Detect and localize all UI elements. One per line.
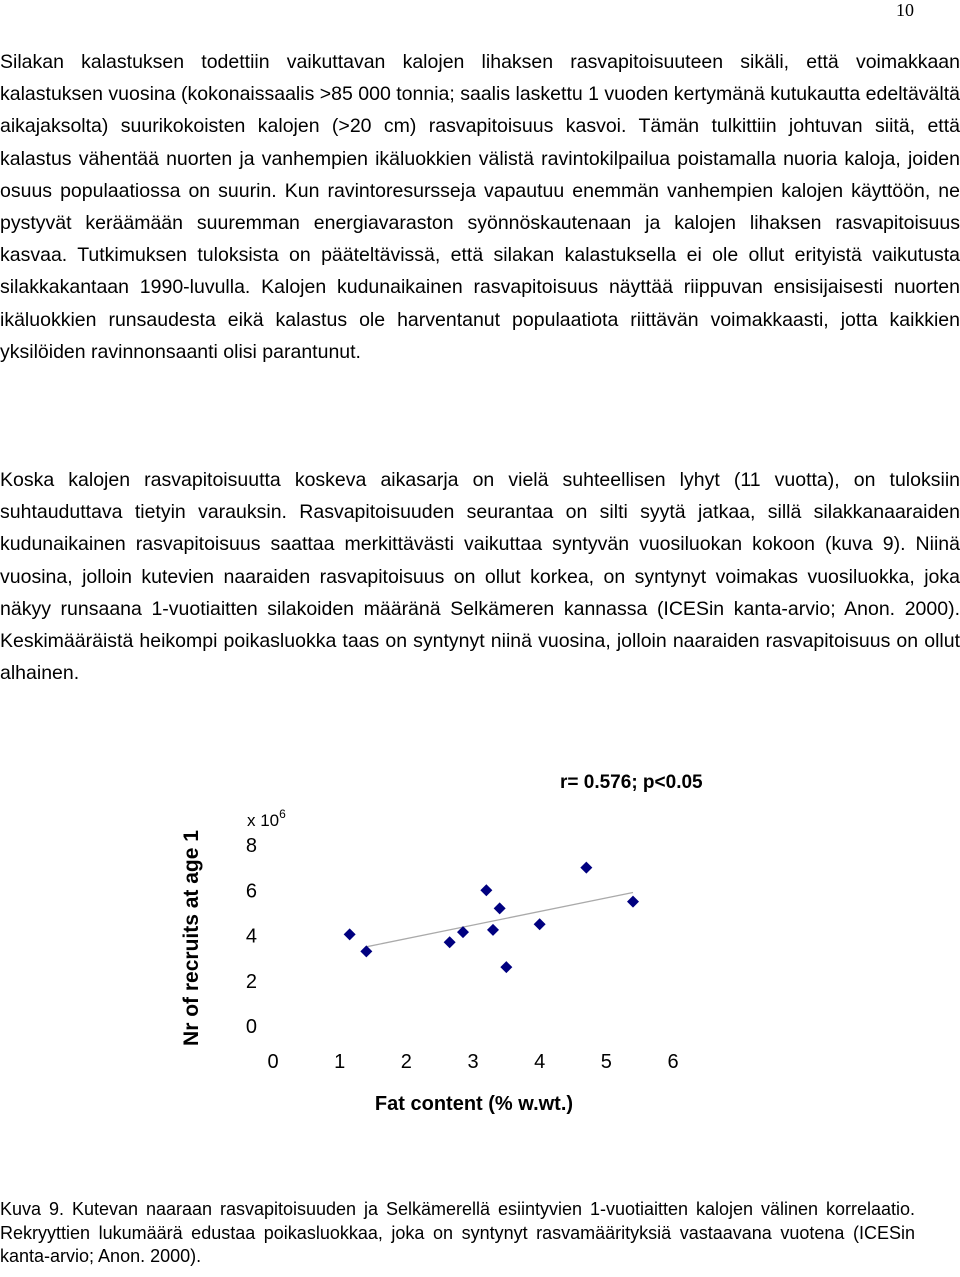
- data-point: [487, 924, 499, 936]
- x-tick-label: 6: [667, 1051, 679, 1073]
- data-point: [500, 961, 512, 973]
- data-point: [627, 896, 639, 908]
- data-points: [344, 862, 639, 974]
- data-point: [360, 945, 372, 957]
- x-tick-label: 2: [400, 1051, 412, 1073]
- y-tick-label: 2: [245, 970, 257, 993]
- x-tick-label: 1: [334, 1051, 346, 1073]
- page-number: 10: [896, 0, 914, 20]
- data-point: [444, 936, 456, 948]
- y-multiplier-exponent: 6: [279, 807, 286, 821]
- body-paragraph: Koska kalojen rasvapitoisuutta koskeva aikasarja on vielä suhteellisen lyhyt (11 vuotta), on tuloksiin suhtauduttava tietyin varauksin. Rasvapitoisuuden seurantaa on silti syytä jatkaa, sillä silakkanaaraiden kudunaikainen rasvapitoisuus saattaa merkittävästi vaikuttaa syntyvän vuosiluokan kokoon (kuva 9). Niinä vuosina, jolloin kutevien naaraiden rasvapitoisuus on ollut korkea, on syntynyt voimakas vuosiluokka, joka näkyy runsaana 1-vuotiaitten silakoiden määränä Selkämeren kannassa (ICESin kanta-arvio; Anon. 2000). Keskimääräistä heikompi poikasluokka taas on syntynyt niinä vuosina, jolloin naaraiden rasvapitoisuus on ollut alhainen.: [0, 469, 960, 685]
- y-multiplier-base: x 10: [247, 811, 280, 830]
- y-tick-label: 8: [245, 835, 257, 857]
- y-tick-label: 0: [245, 1016, 257, 1038]
- trendline: [366, 893, 633, 947]
- data-point: [534, 918, 546, 930]
- x-axis-label: Fat content (% w.wt.): [374, 1093, 574, 1115]
- correlation-annotation: r= 0.576; p<0.05: [560, 772, 703, 793]
- y-tick-label: 4: [245, 925, 257, 948]
- scatter-chart: [160, 760, 760, 1140]
- tick-labels: [246, 835, 679, 1073]
- y-multiplier-label: [247, 807, 286, 830]
- x-tick-label: 0: [267, 1051, 279, 1073]
- x-tick-label: 5: [600, 1051, 612, 1073]
- x-tick-label: 4: [534, 1051, 546, 1073]
- y-tick-label: 6: [245, 880, 257, 903]
- body-paragraph: Silakan kalastuksen todettiin vaikuttavan kalojen lihaksen rasvapitoisuuteen sikäli, että voimakkaan kalastuksen vuosina (kokonaissaalis >85 000 tonnia; saalis laskettu 1 vuoden kertymänä kutukautta edeltävältä aikajaksolta) suurikokoisten kalojen (>20 cm) rasvapitoisuus kasvoi. Tämän tulkittiin johtuvan siitä, että kalastus vähentää nuorten ja vanhempien ikäluokkien välistä ravintokilpailua poistamalla nuoria kaloja, joiden osuus populaatiossa on suurin. Kun ravintoresursseja vapautuu enemmän vanhempien kalojen käyttöön, ne pystyvät keräämään suuremman energiavaraston syönnöskautenaan ja kalojen lihaksen rasvapitoisuus kasvaa. Tutkimuksen tuloksista on pääteltävissä, että silakan kalastuksella ei ole ollut erityistä vaikutusta silakkakantaan 1990-luvulla. Kalojen kudunaikainen rasvapitoisuus näyttää riippuvan ensisijaisesti nuorten ikäluokkien runsaudesta eikä kalastus ole harventanut populaatiota riittävän voimakkaasti, jotta kaikkien yksilöiden ravinnonsaanti olisi parantunut.: [0, 51, 960, 363]
- figure-caption: Kuva 9. Kutevan naaraan rasvapitoisuuden ja Selkämerellä esiintyvien 1-vuotiaitten kalojen välinen korrelaatio. Rekryyttien lukumäärä edustaa poikasluokkaa, joka on syntynyt rasvamäärityksiä vastaavana vuotena (ICESin kanta-arvio; Anon. 2000).: [0, 1199, 915, 1266]
- data-point: [344, 928, 356, 940]
- data-point: [494, 902, 506, 914]
- data-point: [480, 884, 492, 896]
- x-tick-label: 3: [467, 1051, 479, 1073]
- data-point: [580, 862, 592, 874]
- y-axis-label: Nr of recruits at age 1: [180, 830, 203, 1046]
- chart-svg: [160, 760, 760, 1140]
